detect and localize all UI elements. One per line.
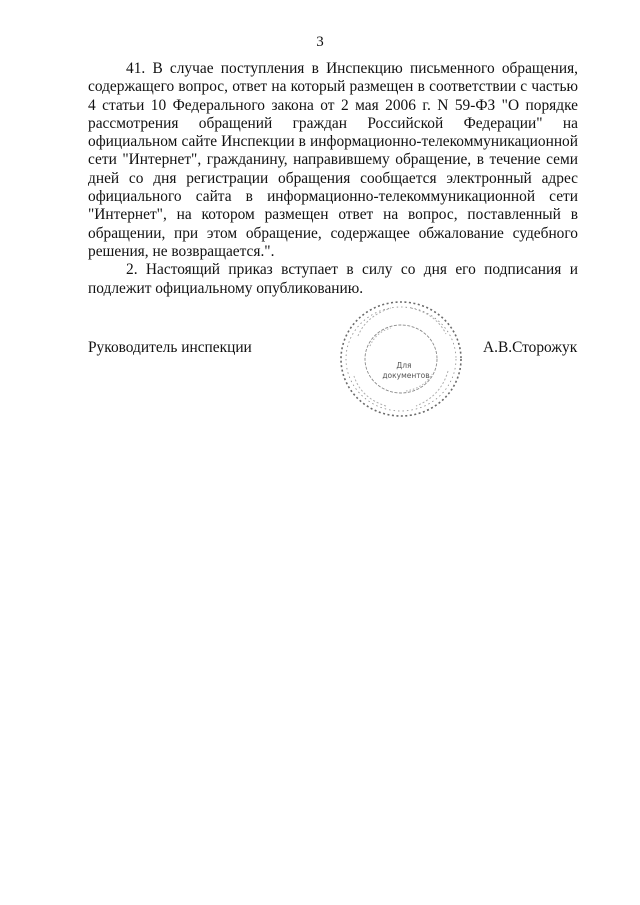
stamp-text-line2: документов xyxy=(382,371,430,380)
stamp-text-line1: Для xyxy=(396,361,412,370)
signer-name: А.В.Сторожук xyxy=(483,339,578,356)
page-number: 3 xyxy=(316,34,324,50)
paragraph-41: 41. В случае поступления в Инспекцию письменного обращения, содержащего вопрос, ответ на который размещен в соответствии с частью 4 статьи 10 Федерального закона от 2 мая 2006 г. N 59-ФЗ "О порядке рассмотрения обращений граждан Российской Федерации" на официальном сайте Инспекции в информационно-телекоммуникационной сети "Интернет", гражданину, направившему обращение, в течение семи дней со дня регистрации обращения сообщается электронный адрес официального сайта в информационно-телекоммуникационной сети "Интернет", на котором размещен ответ на вопрос, поставленный в обращении, при этом обращение, содержащее обжалование судебного решения, не возвращается.". xyxy=(88,60,578,260)
paragraph-2: 2. Настоящий приказ вступает в силу со дня его подписания и подлежит официальному опубликованию. xyxy=(88,261,578,297)
signer-title: Руководитель инспекции xyxy=(88,339,252,356)
stamp-graphic xyxy=(336,296,466,422)
official-stamp xyxy=(336,296,466,422)
document-body xyxy=(88,60,578,298)
